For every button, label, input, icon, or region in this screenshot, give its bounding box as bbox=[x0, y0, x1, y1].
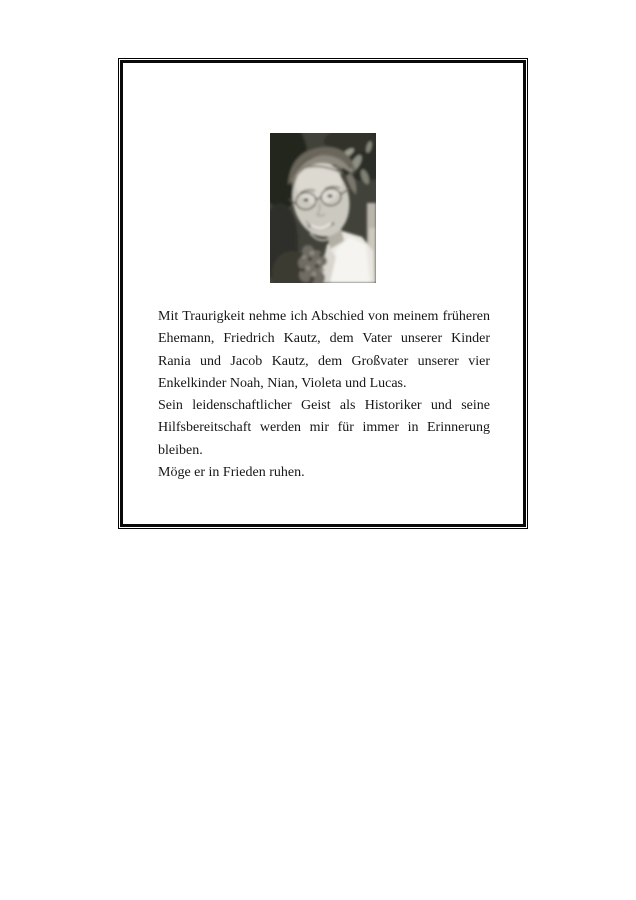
obituary-paragraph-1: Mit Traurigkeit nehme ich Abschied von meinem früheren Ehemann, Friedrich Kautz, dem Vater unserer Kinder Rania und Jacob Kautz, dem Großvater unserer vier Enkelkinder Noah, Nian, Violeta und Lucas. bbox=[158, 309, 490, 391]
portrait-photo bbox=[270, 133, 376, 283]
memorial-card bbox=[120, 60, 526, 527]
obituary-paragraph-2: Sein leidenschaftlicher Geist als Historiker und seine Hilfsbereitschaft werden mir für immer in Erinnerung bleiben. bbox=[158, 398, 490, 458]
obituary-paragraph-3: Möge er in Frieden ruhen. bbox=[158, 465, 305, 481]
memorial-card-frame bbox=[118, 58, 528, 529]
obituary-text bbox=[158, 306, 490, 484]
